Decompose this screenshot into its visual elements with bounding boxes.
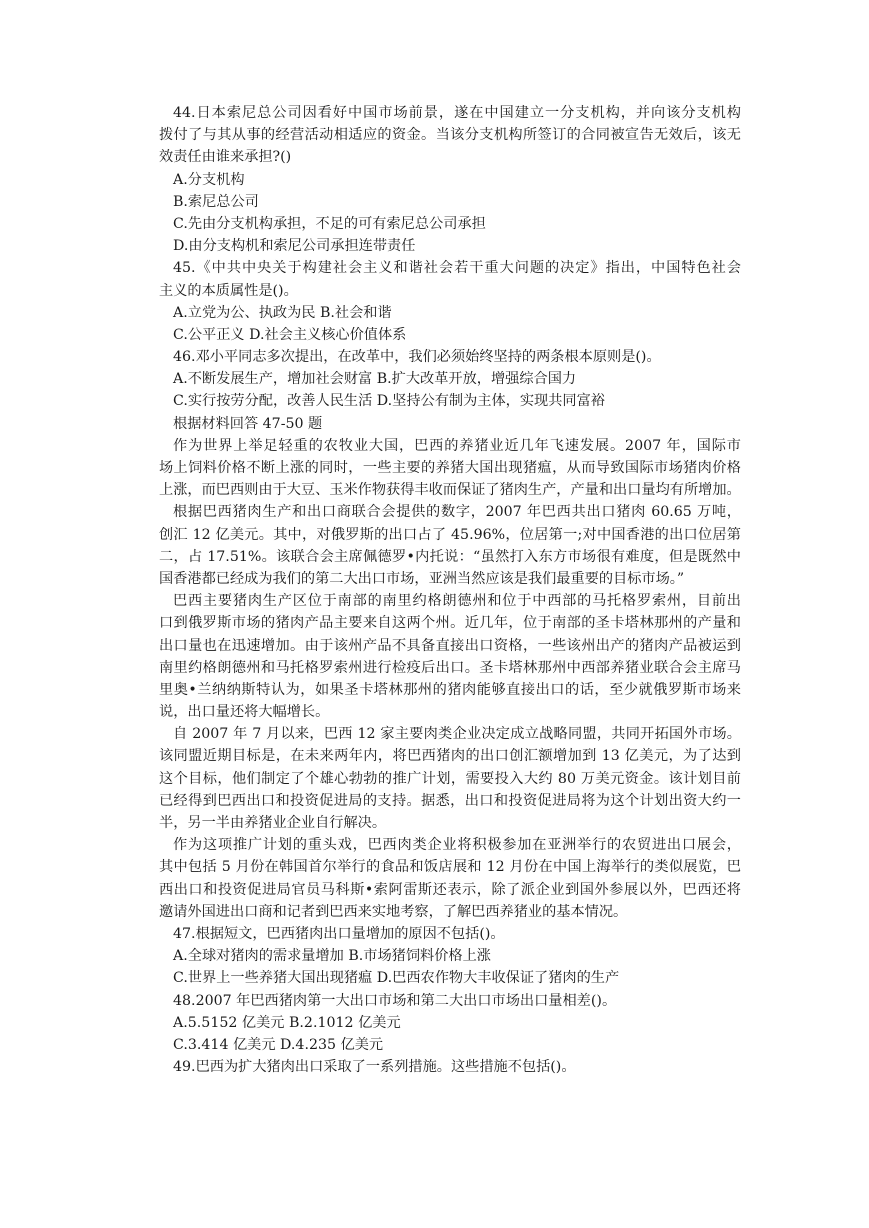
question-45-text: 主义的本质属性是()。 (159, 282, 298, 299)
question-48-text: 48.2007 年巴西猪肉第一大出口市场和第二大出口市场出口量相差()。 (173, 992, 617, 1009)
material-paragraph-line: 里奥•兰纳纳斯特认为，如果圣卡塔林那州的猪肉能够直接出口的话，至少就俄罗斯市场来 (159, 681, 741, 698)
material-paragraph-line: 说，出口量还将大幅增长。 (159, 704, 330, 721)
question-45-options-cd: C.公平正义 D.社会主义核心价值体系 (173, 326, 407, 343)
material-paragraph-line: 其中包括 5 月份在韩国首尔举行的食品和饭店展和 12 月份在中国上海举行的类似展览，巴 (159, 859, 741, 876)
question-44-option-d: D.由分支构机和索尼公司承担连带责任 (173, 238, 416, 255)
material-paragraph-line: 自 2007 年 7 月以来，巴西 12 家主要肉类企业决定成立战略同盟，共同开拓国外市场。 (173, 726, 741, 743)
question-44-option-c: C.先由分支机构承担，不足的可有索尼总公司承担 (173, 215, 486, 232)
material-paragraph-line: 巴西主要猪肉生产区位于南部的南里约格朗德州和位于中西部的马托格罗索州，目前出 (173, 593, 741, 610)
question-46-options-ab: A.不断发展生产，增加社会财富 B.扩大改革开放，增强综合国力 (173, 371, 577, 388)
question-48-options-ab: A.5.5152 亿美元 B.2.1012 亿美元 (173, 1014, 401, 1031)
material-paragraph-line: 作为世界上举足轻重的农牧业大国，巴西的养猪业近几年飞速发展。2007 年，国际市 (173, 437, 741, 454)
document-content (159, 102, 741, 1078)
material-paragraph-line: 上涨，而巴西则由于大豆、玉米作物获得丰收而保证了猪肉生产，产量和出口量均有所增加。 (159, 482, 741, 499)
material-paragraph-line: 国香港都已经成为我们的第二大出口市场，亚洲当然应该是我们最重要的目标市场。” (159, 570, 685, 587)
material-heading: 根据材料回答 47-50 题 (173, 415, 323, 432)
material-paragraph-line: 邀请外国进出口商和记者到巴西来实地考察，了解巴西养猪业的基本情况。 (159, 903, 628, 920)
question-47-options-ab: A.全球对猪肉的需求量增加 B.市场猪饲料价格上涨 (173, 948, 491, 965)
material-paragraph-line: 南里约格朗德州和马托格罗索州进行检疫后出口。圣卡塔林那州中西部养猪业联合会主席马 (159, 659, 741, 676)
question-48-options-cd: C.3.414 亿美元 D.4.235 亿美元 (173, 1036, 384, 1053)
question-44-text: 效责任由谁来承担?() (159, 149, 292, 166)
material-paragraph-line: 根据巴西猪肉生产和出口商联合会提供的数字，2007 年巴西共出口猪肉 60.65 万吨， (173, 504, 741, 521)
question-44-text: 拨付了与其从事的经营活动相适应的资金。当该分支机构所签订的合同被宣告无效后，该无 (159, 127, 741, 144)
material-paragraph-line: 已经得到巴西出口和投资促进局的支持。据悉，出口和投资促进局将为这个计划出资大约一 (159, 792, 741, 809)
material-paragraph-line: 口到俄罗斯市场的猪肉产品主要来自这两个州。近几年，位于南部的圣卡塔林那州的产量和 (159, 615, 741, 632)
material-paragraph-line: 出口量也在迅速增加。由于该州产品不具备直接出口资格，一些该州出产的猪肉产品被运到 (159, 637, 741, 654)
material-paragraph-line: 场上饲料价格不断上涨的同时，一些主要的养猪大国出现猪瘟，从而导致国际市场猪肉价格 (159, 460, 741, 476)
material-paragraph-line: 半，另一半由养猪业企业自行解决。 (159, 815, 387, 831)
question-49-text: 49.巴西为扩大猪肉出口采取了一系列措施。这些措施不包括()。 (173, 1059, 576, 1076)
material-paragraph-line: 创汇 12 亿美元。其中，对俄罗斯的出口占了 45.96%，位居第一;对中国香港的出口位居第 (159, 526, 741, 543)
question-45-options-ab: A.立党为公、执政为民 B.社会和谐 (173, 304, 392, 321)
question-47-options-cd: C.世界上一些养猪大国出现猪瘟 D.巴西农作物大丰收保证了猪肉的生产 (173, 970, 620, 987)
question-45-text: 45.《中共中央关于构建社会主义和谐社会若干重大问题的决定》指出，中国特色社会 (173, 260, 741, 277)
question-44-option-a: A.分支机构 (173, 171, 245, 188)
material-paragraph-line: 这个目标，他们制定了个雄心勃勃的推广计划，需要投入大约 80 万美元资金。该计划目前 (159, 770, 741, 787)
material-paragraph-line: 二，占 17.51%。该联合会主席佩德罗•内托说：“虽然打入东方市场很有难度，但是既然中 (159, 548, 741, 565)
material-paragraph-line: 作为这项推广计划的重头戏，巴西肉类企业将积极参加在亚洲举行的农贸进出口展会， (173, 837, 741, 854)
question-47-text: 47.根据短文，巴西猪肉出口量增加的原因不包括()。 (173, 925, 505, 942)
question-46-options-cd: C.实行按劳分配，改善人民生活 D.坚持公有制为主体，实现共同富裕 (173, 393, 605, 410)
question-44-option-b: B.索尼总公司 (173, 193, 259, 210)
material-paragraph-line: 该同盟近期目标是，在未来两年内，将巴西猪肉的出口创汇额增加到 13 亿美元，为了达到 (159, 748, 741, 765)
question-44-text: 44.日本索尼总公司因看好中国市场前景，遂在中国建立一分支机构，并向该分支机构 (173, 105, 741, 121)
material-paragraph-line: 西出口和投资促进局官员马科斯•索阿雷斯还表示，除了派企业到国外参展以外，巴西还将 (159, 881, 741, 898)
question-46-text: 46.邓小平同志多次提出，在改革中，我们必须始终坚持的两条根本原则是()。 (173, 349, 661, 366)
